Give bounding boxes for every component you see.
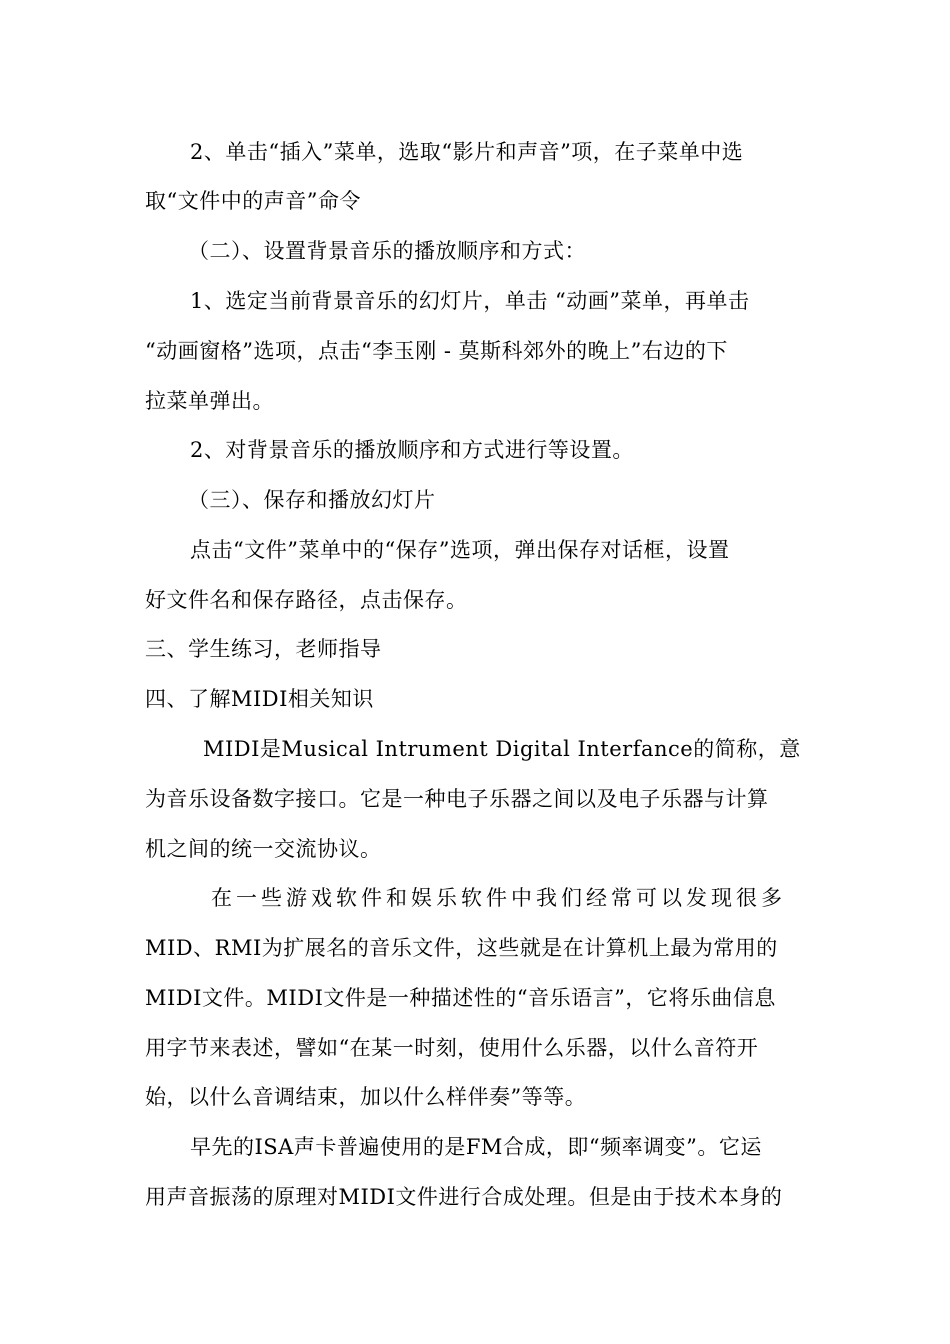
paragraph-line: MID、RMI为扩展名的音乐文件，这些就是在计算机上最为常用的: [145, 936, 778, 960]
paragraph-line: 为音乐设备数字接口。它是一种电子乐器之间以及电子乐器与计算: [145, 787, 769, 811]
paragraph-line: MIDI是Musical Intrument Digital Interfance的简称，意: [203, 737, 801, 761]
paragraph-line: 用字节来表述，譬如“在某一时刻，使用什么乐器，以什么音符开: [145, 1036, 759, 1060]
section-heading: 四、了解MIDI相关知识: [145, 687, 374, 711]
paragraph-line: 始，以什么音调结束，加以什么样伴奏”等等。: [145, 1085, 587, 1109]
paragraph-line: 好文件名和保存路径，点击保存。: [145, 588, 468, 612]
paragraph-line: MIDI文件。MIDI文件是一种描述性的“音乐语言”，它将乐曲信息: [145, 986, 776, 1010]
paragraph-line: 2、单击“插入”菜单，选取“影片和声音”项，在子菜单中选: [190, 140, 744, 164]
section-heading: （二）、设置背景音乐的播放顺序和方式：: [188, 239, 586, 263]
paragraph-line: 1、选定当前背景音乐的幻灯片，单击 “动画”菜单，再单击: [190, 289, 750, 313]
paragraph-line: 拉菜单弹出。: [145, 389, 274, 413]
paragraph-line: 早先的ISA声卡普遍使用的是FM合成，即“频率调变”。它运: [190, 1135, 762, 1159]
paragraph-line: 用声音振荡的原理对MIDI文件进行合成处理。但是由于技术本身的: [145, 1185, 783, 1209]
section-heading: 三、学生练习，老师指导: [145, 637, 382, 661]
paragraph-line: 2、对背景音乐的播放顺序和方式进行等设置。: [190, 438, 634, 462]
section-heading: （三）、保存和播放幻灯片: [188, 488, 436, 512]
paragraph-line: 取“文件中的声音”命令: [145, 189, 361, 213]
paragraph-line: 机之间的统一交流协议。: [145, 837, 382, 861]
paragraph-line: 点击“文件”菜单中的“保存”选项，弹出保存对话框，设置: [190, 538, 730, 562]
paragraph-line: 在一些游戏软件和娱乐软件中我们经常可以发现很多: [211, 886, 786, 910]
paragraph-line: “动画窗格”选项，点击“李玉刚 - 莫斯科郊外的晚上”右边的下: [145, 339, 728, 363]
